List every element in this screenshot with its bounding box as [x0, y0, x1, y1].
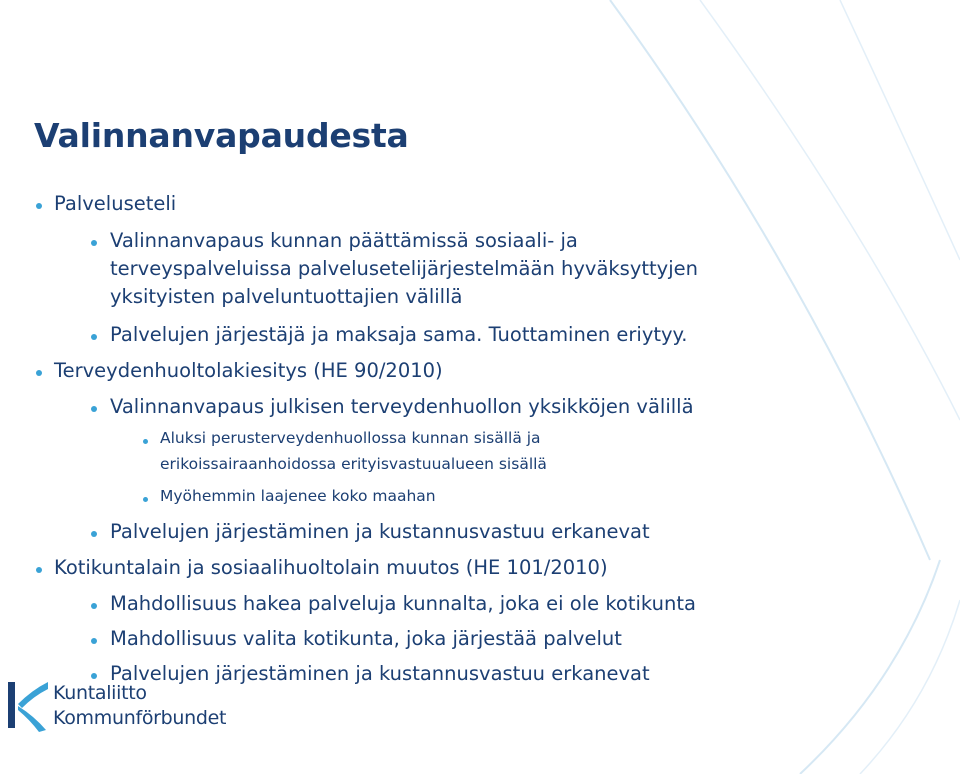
kuntaliitto-logo — [6, 680, 256, 740]
logo-mark-icon — [6, 680, 52, 736]
logo-line2: Kommunförbundet — [53, 707, 227, 729]
bullet-dot — [91, 240, 97, 246]
bullet-valita: Mahdollisuus valita kotikunta, joka järjestää palvelut — [110, 627, 622, 650]
bullet-dot — [91, 531, 97, 537]
bullet-dot — [91, 334, 97, 340]
bullet-jarjestaja: Palvelujen järjestäjä ja maksaja sama. Tuottaminen eriytyy. — [110, 323, 688, 346]
bullet-dot — [143, 439, 148, 444]
bullet-dot — [36, 370, 42, 376]
bullet-dot — [91, 673, 97, 679]
bullet-dot — [143, 497, 148, 502]
slide-title: Valinnanvapaudesta — [34, 116, 409, 155]
bullet-kotikuntalain: Kotikuntalain ja sosiaalihuoltolain muutos (HE 101/2010) — [54, 556, 608, 579]
bullet-myohemmin: Myöhemmin laajenee koko maahan — [160, 487, 436, 505]
bullet-dot — [91, 638, 97, 644]
bullet-jarjestaminen-2: Palvelujen järjestäminen ja kustannusvastuu erkanevat — [110, 662, 650, 685]
bullet-terveydenhuoltolakiesitys: Terveydenhuoltolakiesitys (HE 90/2010) — [54, 359, 443, 382]
bullet-dot — [36, 203, 42, 209]
logo-line1: Kuntaliitto — [53, 682, 147, 704]
bullet-dot — [91, 603, 97, 609]
bullet-dot — [36, 567, 42, 573]
bullet-hakea: Mahdollisuus hakea palveluja kunnalta, joka ei ole kotikunta — [110, 592, 696, 615]
bullet-palveluseteli: Palveluseteli — [54, 192, 177, 215]
bullet-valinnanvapaus-line3: yksityisten palveluntuottajien välillä — [110, 285, 463, 308]
bullet-valinnanvapaus-line1: Valinnanvapaus kunnan päättämissä sosiaali- ja — [110, 229, 578, 252]
bullet-dot — [91, 406, 97, 412]
bullet-valinnanvapaus-line2: terveyspalveluissa palvelusetelijärjestelmään hyväksyttyjen — [110, 257, 698, 280]
bullet-julkisen: Valinnanvapaus julkisen terveydenhuollon yksikköjen välillä — [110, 395, 694, 418]
bullet-jarjestaminen-1: Palvelujen järjestäminen ja kustannusvastuu erkanevat — [110, 520, 650, 543]
bullet-aluksi-line1: Aluksi perusterveydenhuollossa kunnan sisällä ja — [160, 429, 541, 447]
bullet-aluksi-line2: erikoissairaanhoidossa erityisvastuualueen sisällä — [160, 455, 547, 473]
